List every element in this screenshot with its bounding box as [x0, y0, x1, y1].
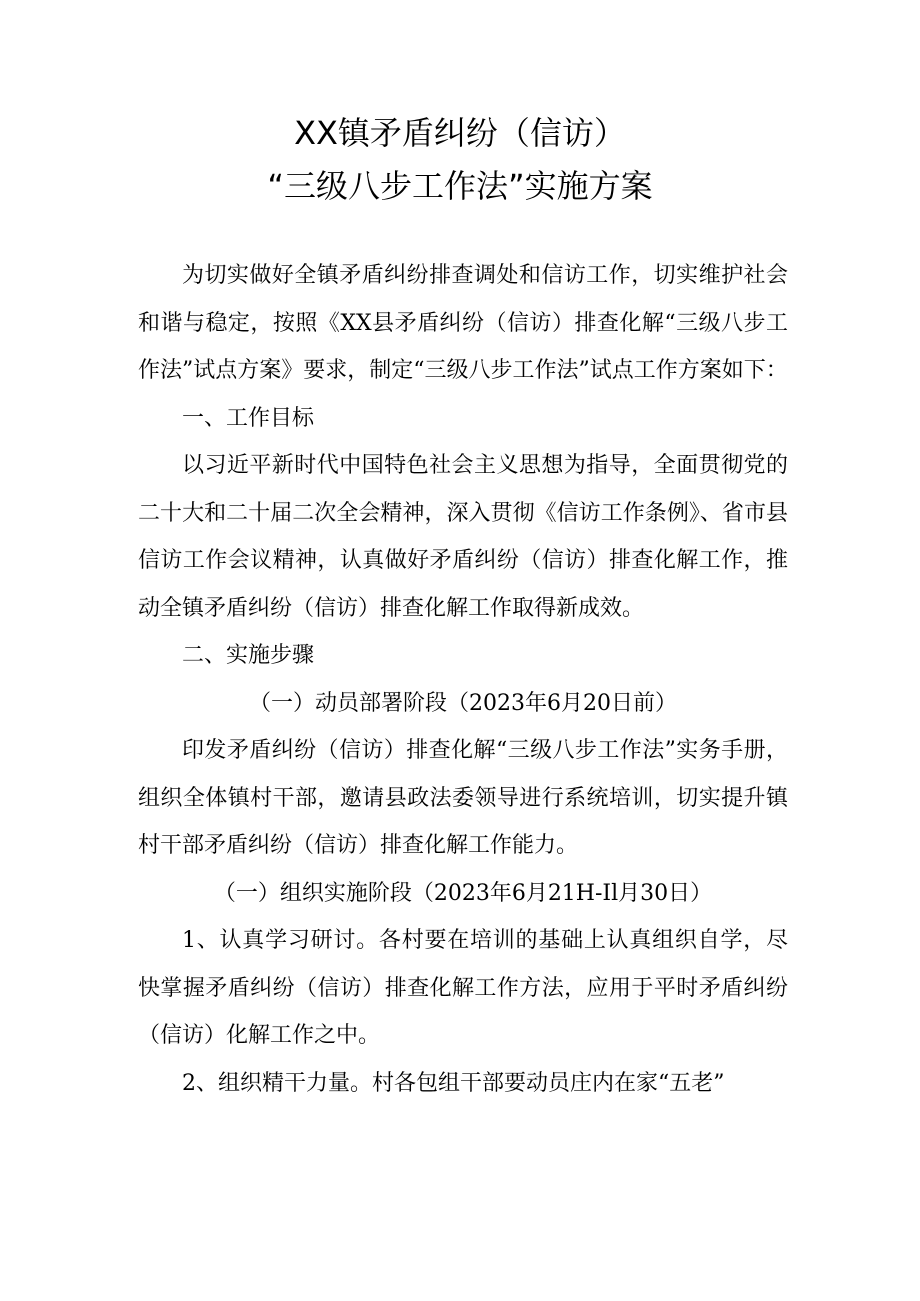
mobilization-paragraph: 印发矛盾纠纷（信访）排查化解“三级八步工作法”实务手册，组织全体镇村干部，邀请县政法委领导进行系统培训，切实提升镇村干部矛盾纠纷（信访）排查化解工作能力。	[138, 738, 788, 858]
goals-paragraph: 以习近平新时代中国特色社会主义思想为指导，全面贯彻党的二十大和二十届二次全会精神，深入贯彻《信访工作条例》、省市县信访工作会议精神，认真做好矛盾纠纷（信访）排查化解工作，推动全镇矛盾纠纷（信访）排查化解工作取得新成效。	[138, 453, 788, 621]
document-title-line-2: “三级八步工作法”实施方案	[267, 167, 653, 205]
document-body	[138, 252, 788, 1107]
document-title-line-1: XX镇矛盾纠纷（信访）	[294, 114, 626, 152]
intro-paragraph: 为切实做好全镇矛盾纠纷排查调处和信访工作，切实维护社会和谐与稳定，按照《XX县矛盾纠纷（信访）排查化解“三级八步工作法”试点方案》要求，制定“三级八步工作法”试点工作方案如下：	[138, 263, 788, 383]
subheading-mobilization: （一）动员部署阶段（2023年6月20日前）	[249, 690, 677, 716]
item-2-paragraph: 2、组织精干力量。村各包组干部要动员庄内在家“五老”	[182, 1070, 725, 1096]
subheading-implementation: （一）组织实施阶段（2023年6月21H-Il月30日）	[213, 880, 713, 906]
section-heading-goals: 一、工作目标	[182, 405, 315, 431]
item-1-paragraph: 1、认真学习研讨。各村要在培训的基础上认真组织自学，尽快掌握矛盾纠纷（信访）排查化解工作方法，应用于平时矛盾纠纷（信访）化解工作之中。	[138, 928, 788, 1048]
section-heading-steps: 二、实施步骤	[182, 643, 315, 668]
